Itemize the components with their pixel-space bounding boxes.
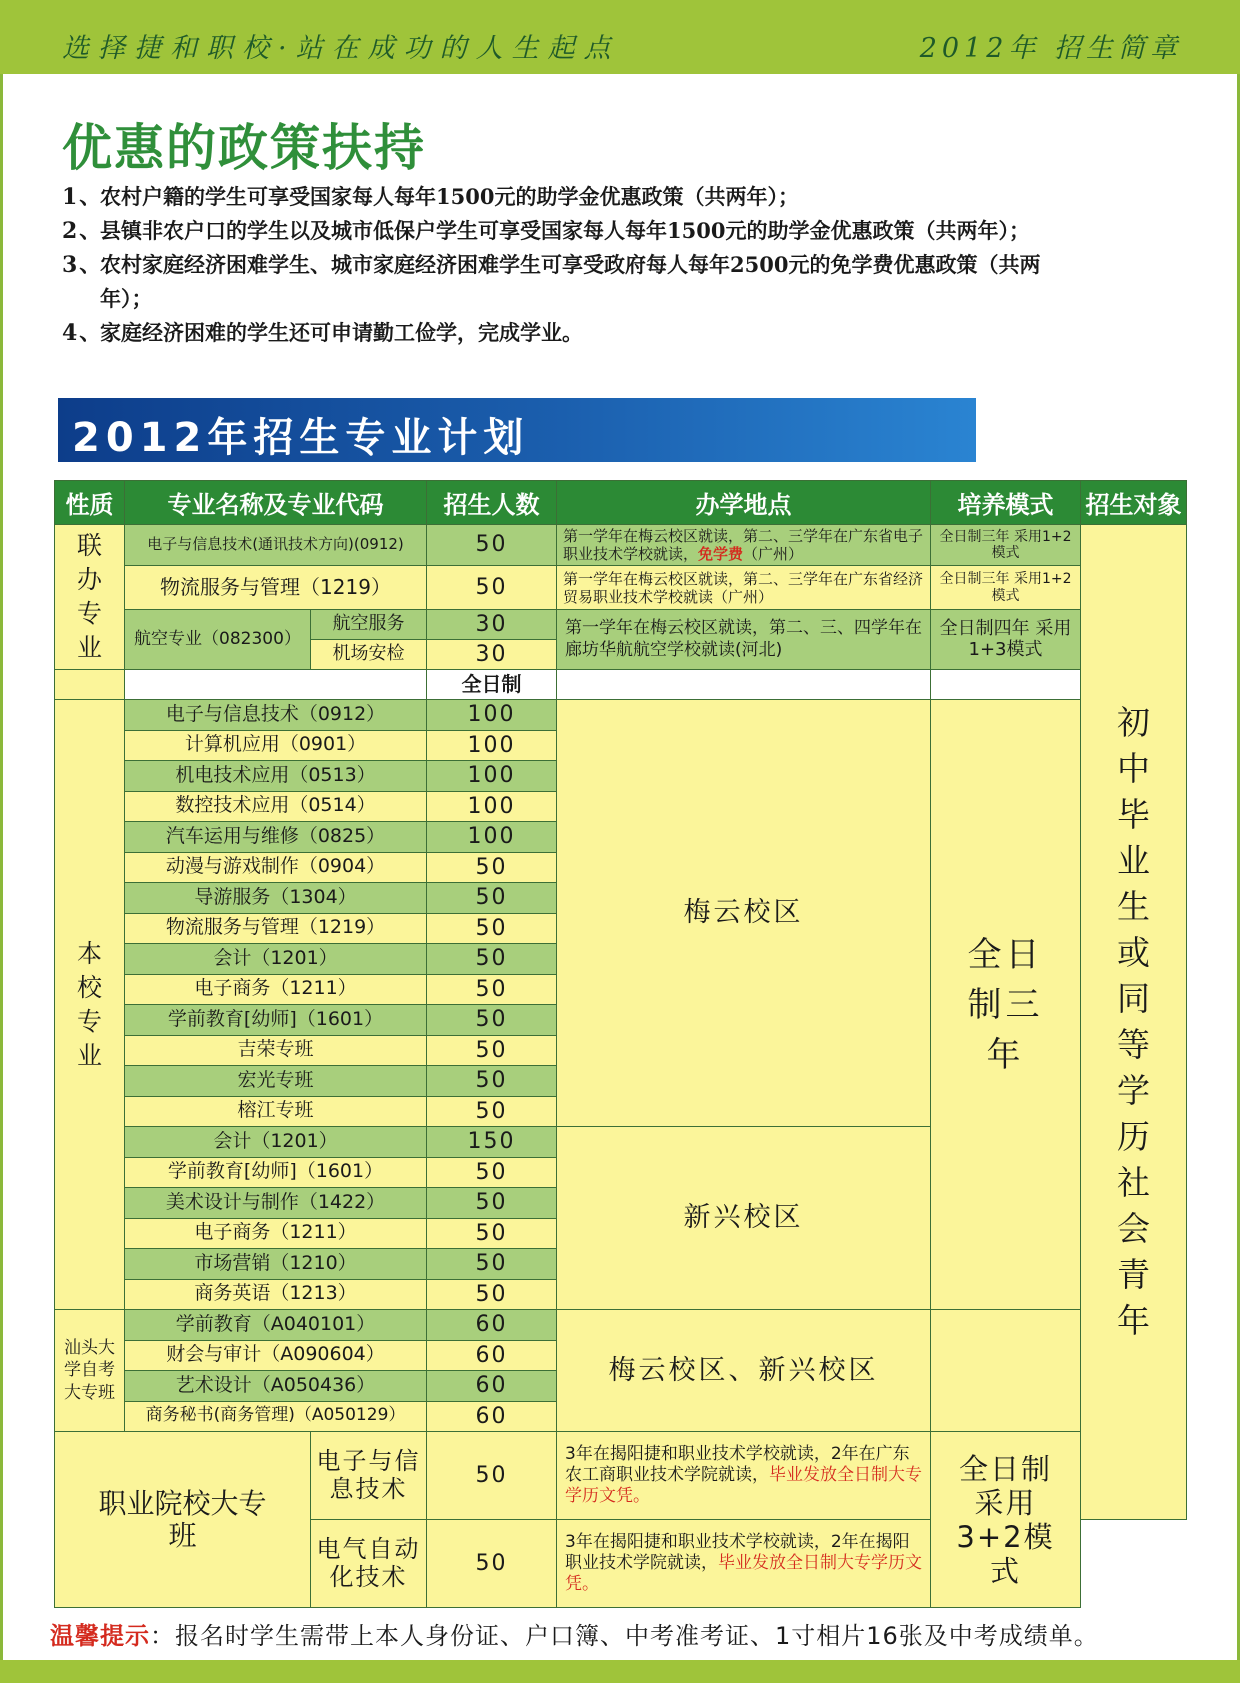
enroll-count: 50 <box>427 913 557 944</box>
major-name: 物流服务与管理（1219） <box>125 913 427 944</box>
table-header-row <box>55 481 1187 525</box>
header-location: 办学地点 <box>557 481 931 525</box>
policy-item <box>62 180 1092 214</box>
plan-banner-title: 2012年招生专业计划 <box>72 415 530 461</box>
major-name: 电子与信息技术 <box>311 1432 427 1520</box>
campus-both: 梅云校区、新兴校区 <box>557 1310 931 1432</box>
header-count: 招生人数 <box>427 481 557 525</box>
tip-text: ：报名时学生需带上本人身份证、户口簿、中考准考证、1寸相片16张及中考成绩单。 <box>150 1622 1099 1650</box>
table-row <box>55 700 1187 731</box>
major-name: 汽车运用与维修（0825） <box>125 822 427 853</box>
major-name: 商务英语（1213） <box>125 1279 427 1310</box>
fulltime-label: 全日制 <box>427 670 557 700</box>
policy-item-number: 2、 <box>62 218 104 244</box>
major-name: 学前教育[幼师]（1601） <box>125 1157 427 1188</box>
year-title: 2012年 招生简章 <box>919 33 1182 64</box>
major-name: 导游服务（1304） <box>125 883 427 914</box>
warm-tip <box>50 1616 1099 1651</box>
enroll-count: 50 <box>427 883 557 914</box>
bottom-banner <box>0 1660 1240 1683</box>
major-name: 学前教育[幼师]（1601） <box>125 1005 427 1036</box>
enroll-count: 50 <box>427 1188 557 1219</box>
table-row <box>55 1432 1187 1520</box>
table-row <box>55 1310 1187 1341</box>
training-mode: 全日制三年 <box>931 700 1081 1310</box>
empty-cell <box>557 670 931 700</box>
header-major: 专业名称及专业代码 <box>125 481 427 525</box>
enroll-count: 100 <box>427 791 557 822</box>
policy-item <box>62 248 1092 316</box>
enroll-count: 50 <box>427 1520 557 1608</box>
enroll-count: 100 <box>427 700 557 731</box>
empty-cell <box>55 670 125 700</box>
enroll-count: 50 <box>427 852 557 883</box>
major-name: 计算机应用（0901） <box>125 730 427 761</box>
policy-title: 优惠的政策扶持 <box>62 118 426 177</box>
table-row <box>55 670 1187 700</box>
major-name: 学前教育（A040101） <box>125 1310 427 1341</box>
policy-item-text: 农村户籍的学生可享受国家每人每年1500元的助学金优惠政策（共两年）； <box>100 184 799 209</box>
diploma-note: 毕业发放全日制大专学历文凭。 <box>565 1552 922 1595</box>
location-text <box>557 1520 931 1608</box>
enroll-count: 50 <box>427 1218 557 1249</box>
diploma-note: 毕业发放全日制大专学历文凭。 <box>565 1464 922 1507</box>
major-name: 数控技术应用（0514） <box>125 791 427 822</box>
policy-item <box>62 316 1092 350</box>
policy-item-text: 县镇非农户口的学生以及城市低保户学生可享受国家每人每年1500元的助学金优惠政策（共两年）； <box>100 218 1030 243</box>
major-name: 航空专业（082300） <box>125 610 311 670</box>
top-banner <box>0 0 1240 74</box>
training-mode: 全日制采用3+2模式 <box>931 1432 1081 1608</box>
enroll-count: 60 <box>427 1310 557 1341</box>
header-type: 性质 <box>55 481 125 525</box>
training-mode: 全日制三年 采用1+2模式 <box>931 525 1081 566</box>
major-name: 财会与审计（A090604） <box>125 1340 427 1371</box>
location-text-part: 3年在揭阳捷和职业技术学校就读，2年在揭阳职业技术学院就读， <box>565 1531 910 1573</box>
major-name: 电子与信息技术（0912） <box>125 700 427 731</box>
enroll-count: 60 <box>427 1401 557 1432</box>
major-name: 商务秘书(商务管理)（A050129） <box>125 1401 427 1432</box>
category-college: 职业院校大专班 <box>55 1432 311 1608</box>
enroll-count: 50 <box>427 1096 557 1127</box>
empty-cell <box>125 670 427 700</box>
major-name: 机电技术应用（0513） <box>125 761 427 792</box>
enroll-count: 100 <box>427 761 557 792</box>
category-label: 本校专业 <box>77 938 103 1070</box>
enroll-count: 50 <box>427 1279 557 1310</box>
major-name: 市场营销（1210） <box>125 1249 427 1280</box>
policy-item-text: 农村家庭经济困难学生、城市家庭经济困难学生可享受政府每人每年2500元的免学费优惠政策（共两年）； <box>100 252 1041 311</box>
major-name: 会计（1201） <box>125 944 427 975</box>
campus-xinxing: 新兴校区 <box>557 1127 931 1310</box>
location-text-part: 第一学年在梅云校区就读，第二、三学年在广东省电子职业技术学校就读， <box>563 527 924 563</box>
campus-meiyun: 梅云校区 <box>557 700 931 1127</box>
enrollment-plan-table <box>54 480 1187 1608</box>
location-text <box>557 1432 931 1520</box>
location-text: 第一学年在梅云校区就读，第二、三、四学年在廊坊华航航空学校就读(河北) <box>557 610 931 670</box>
policy-item-number: 4、 <box>62 320 104 346</box>
major-name: 电子商务（1211） <box>125 974 427 1005</box>
major-name: 美术设计与制作（1422） <box>125 1188 427 1219</box>
major-name: 动漫与游戏制作（0904） <box>125 852 427 883</box>
enroll-count: 50 <box>427 1157 557 1188</box>
enroll-count: 50 <box>427 944 557 975</box>
header-mode: 培养模式 <box>931 481 1081 525</box>
enroll-count: 150 <box>427 1127 557 1158</box>
policy-list <box>62 180 1092 350</box>
policy-item-text: 家庭经济困难的学生还可申请勤工俭学，完成学业。 <box>100 320 583 345</box>
empty-cell <box>931 1310 1081 1432</box>
category-joint <box>55 525 125 670</box>
sub-major-name: 航空服务 <box>311 610 427 640</box>
empty-cell <box>931 670 1081 700</box>
enroll-count: 50 <box>427 1249 557 1280</box>
target-label: 初中毕业生或同等学历社会青年 <box>1117 703 1150 1340</box>
major-name: 宏光专班 <box>125 1066 427 1097</box>
training-mode: 全日制四年 采用1+3模式 <box>931 610 1081 670</box>
major-name: 会计（1201） <box>125 1127 427 1158</box>
tip-label: 温馨提示 <box>50 1622 150 1650</box>
location-text: 第一学年在梅云校区就读，第二、三学年在广东省经济贸易职业技术学校就读（广州） <box>557 566 931 610</box>
enroll-count: 50 <box>427 1066 557 1097</box>
major-name: 电子与信息技术(通讯技术方向)(0912) <box>125 525 427 566</box>
enroll-count: 50 <box>427 566 557 610</box>
enroll-count: 50 <box>427 1432 557 1520</box>
major-name: 艺术设计（A050436） <box>125 1371 427 1402</box>
enroll-count: 50 <box>427 1035 557 1066</box>
enroll-count: 30 <box>427 640 557 670</box>
enroll-count: 100 <box>427 822 557 853</box>
policy-item-number: 1、 <box>62 184 104 210</box>
major-name: 吉荣专班 <box>125 1035 427 1066</box>
sub-major-name: 机场安检 <box>311 640 427 670</box>
location-text <box>557 525 931 566</box>
policy-item-number: 3、 <box>62 252 104 278</box>
header-target: 招生对象 <box>1081 481 1187 525</box>
category-own <box>55 700 125 1310</box>
free-tuition-note: 免学费 <box>698 545 744 563</box>
target-students <box>1081 525 1187 1520</box>
category-label: 联办专业 <box>77 531 103 662</box>
location-text-part: 3年在揭阳捷和职业技术学校就读，2年在广东农工商职业技术学院就读， <box>565 1443 910 1485</box>
enroll-count: 30 <box>427 610 557 640</box>
enroll-count: 100 <box>427 730 557 761</box>
major-name: 电气自动化技术 <box>311 1520 427 1608</box>
slogan: 选择捷和职校·站在成功的人生起点 <box>62 33 620 64</box>
policy-item <box>62 214 1092 248</box>
table-row <box>55 525 1187 566</box>
enroll-count: 50 <box>427 974 557 1005</box>
training-mode: 全日制三年 采用1+2模式 <box>931 566 1081 610</box>
table-row <box>55 610 1187 640</box>
major-name: 电子商务（1211） <box>125 1218 427 1249</box>
enroll-count: 50 <box>427 525 557 566</box>
table-row <box>55 566 1187 610</box>
enroll-count: 60 <box>427 1371 557 1402</box>
enroll-count: 50 <box>427 1005 557 1036</box>
enroll-count: 60 <box>427 1340 557 1371</box>
location-text-part: （广州） <box>743 545 804 563</box>
major-name: 榕江专班 <box>125 1096 427 1127</box>
plan-banner <box>58 398 976 462</box>
category-selfstudy: 汕头大学自考大专班 <box>55 1310 125 1432</box>
major-name: 物流服务与管理（1219） <box>125 566 427 610</box>
